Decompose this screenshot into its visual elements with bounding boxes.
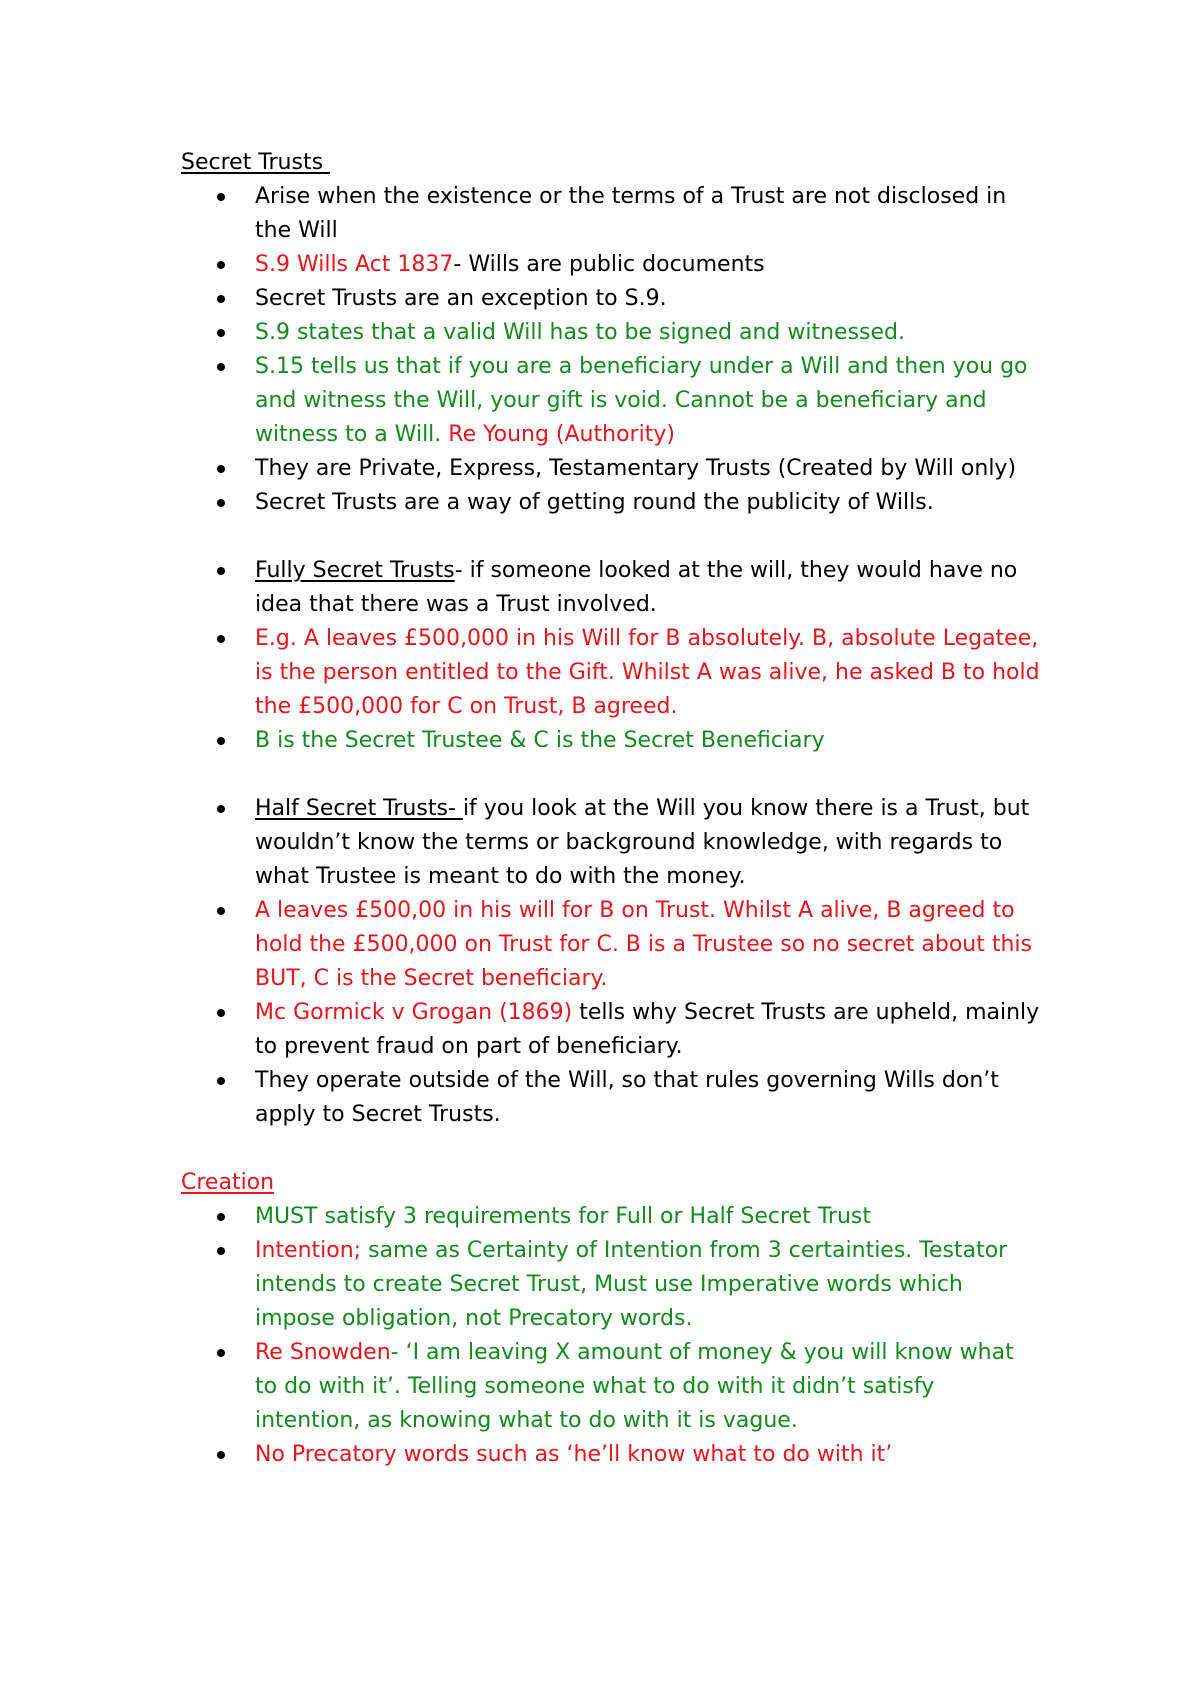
text-run: Mc Gormick v Grogan (1869) [255, 1000, 573, 1025]
list-item [255, 894, 1041, 996]
text-run: No Precatory words such as ‘he’ll know what to do with it’ [255, 1442, 893, 1467]
list-item [255, 1064, 1041, 1132]
heading-creation: Creation [181, 1170, 275, 1195]
text-run: B is the Secret Trustee & C is the Secret Beneficiary [255, 728, 825, 753]
bullet-icon [217, 567, 225, 575]
text-run: S.9 Wills Act 1837 [255, 252, 454, 277]
spacer [181, 758, 1041, 792]
document-page [181, 146, 1041, 1472]
list-item [255, 180, 1041, 248]
bullet-icon [217, 1451, 225, 1459]
bullet-icon [217, 737, 225, 745]
text-run: They are Private, Express, Testamentary Trusts (Created by Will only) [255, 456, 1017, 481]
list-item [255, 724, 1041, 758]
list-item [255, 1336, 1041, 1438]
bullet-icon [217, 193, 225, 201]
list-item [255, 248, 1041, 282]
text-run: Re Young (Authority) [448, 422, 675, 447]
bullet-list-secret-trusts [181, 180, 1041, 520]
spacer [181, 520, 1041, 554]
list-item [255, 622, 1041, 724]
text-run: E.g. A leaves £500,000 in his Will for B absolutely. B, absolute Legatee, is the person entitled to the Gift. Whilst A was alive, he asked B to hold the £500,000 for C on Trust, B agreed. [255, 626, 1040, 719]
bullet-icon [217, 1349, 225, 1357]
bullet-icon [217, 261, 225, 269]
text-run: Fully Secret Trusts [255, 558, 455, 583]
bullet-icon [217, 363, 225, 371]
bullet-list-creation [181, 1200, 1041, 1472]
text-run: MUST satisfy 3 requirements for Full or Half Secret Trust [255, 1204, 872, 1229]
bullet-icon [217, 499, 225, 507]
text-run: - Wills are public documents [453, 252, 765, 277]
text-run: Arise when the existence or the terms of a Trust are not disclosed in the Will [255, 184, 1007, 243]
text-run: A leaves £500,00 in his will for B on Trust. Whilst A alive, B agreed to hold the £500,000 on Trust for C. B is a Trustee so no secret about this BUT, C is the Secret beneficiary. [255, 898, 1033, 991]
text-run: Secret Trusts are an exception to S.9. [255, 286, 667, 311]
bullet-list-fully-secret-trusts [181, 554, 1041, 758]
list-item [255, 282, 1041, 316]
bullet-list-half-secret-trusts [181, 792, 1041, 1132]
text-run: Secret Trusts are a way of getting round the publicity of Wills. [255, 490, 934, 515]
text-run: Intention; [255, 1238, 369, 1263]
bullet-icon [217, 1009, 225, 1017]
list-item [255, 1200, 1041, 1234]
text-run: They operate outside of the Will, so that rules governing Wills don’t apply to Secret Trusts. [255, 1068, 999, 1127]
bullet-icon [217, 1247, 225, 1255]
text-run: same as Certainty of Intention from 3 certainties. Testator intends to create Secret Trust, Must use Imperative words which impose obligation, not Precatory words. [255, 1238, 1008, 1331]
bullet-icon [217, 805, 225, 813]
bullet-icon [217, 907, 225, 915]
text-run: Re Snowden [255, 1340, 391, 1365]
text-run: - if someone looked at the will, they would have no idea that there was a Trust involved. [255, 558, 1018, 617]
text-run: S.9 states that a valid Will has to be signed and witnessed. [255, 320, 905, 345]
bullet-icon [217, 329, 225, 337]
list-item [255, 792, 1041, 894]
list-item [255, 452, 1041, 486]
bullet-icon [217, 635, 225, 643]
text-run: - ‘I am leaving X amount of money & you will know what to do with it’. Telling someone what to do with it didn’t satisfy intention, as knowing what to do with it is vague. [255, 1340, 1014, 1433]
list-item [255, 1438, 1041, 1472]
text-run: tells why Secret Trusts are upheld, mainly to prevent fraud on part of beneficiary. [255, 1000, 1040, 1059]
text-run: S.15 tells us that if you are a beneficiary under a Will and then you go and witness the Will, your gift is void. Cannot be a beneficiary and witness to a Will. [255, 354, 1028, 447]
text-run: Half Secret Trusts- [255, 796, 463, 821]
heading-secret-trusts: Secret Trusts [181, 150, 331, 175]
bullet-icon [217, 1213, 225, 1221]
bullet-icon [217, 1077, 225, 1085]
list-item [255, 554, 1041, 622]
bullet-icon [217, 295, 225, 303]
list-item [255, 486, 1041, 520]
spacer [181, 1132, 1041, 1166]
list-item [255, 350, 1041, 452]
bullet-icon [217, 465, 225, 473]
list-item [255, 316, 1041, 350]
list-item [255, 996, 1041, 1064]
text-run: if you look at the Will you know there is a Trust, but wouldn’t know the terms or background knowledge, with regards to what Trustee is meant to do with the money. [255, 796, 1030, 889]
list-item [255, 1234, 1041, 1336]
